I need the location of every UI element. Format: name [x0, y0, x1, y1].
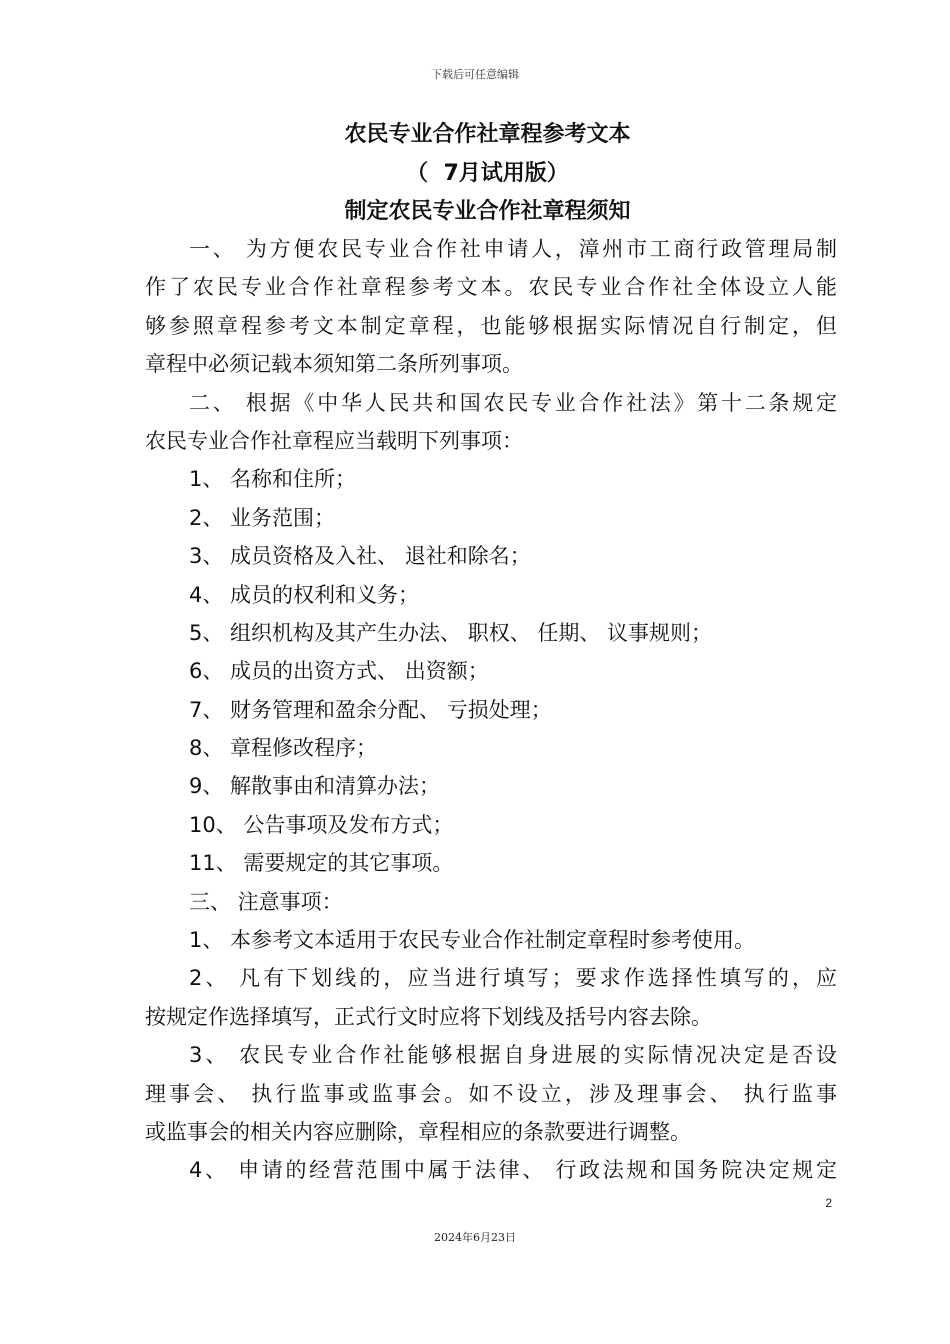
version-label: （ 7月试用版）	[406, 160, 569, 186]
list-item: 3、 成员资格及入社、 退社和除名；	[189, 544, 531, 569]
list-item: 9、 解散事由和清算办法；	[189, 774, 441, 799]
page-number: 2	[825, 1196, 832, 1210]
list-item: 10、 公告事项及发布方式；	[189, 812, 454, 837]
list-item: 7、 财务管理和盈余分配、 亏损处理；	[189, 697, 552, 722]
paragraph-line: 按规定作选择填写，正式行文时应将下划线及括号内容去除。	[145, 1004, 712, 1029]
section-heading: 三、 注意事项：	[189, 889, 343, 914]
list-item: 4、 成员的权利和义务；	[189, 582, 420, 607]
list-item: 1、 本参考文本适用于农民专业合作社制定章程时参考使用。	[189, 928, 756, 953]
list-item: 5、 组织机构及其产生办法、 职权、 任期、 议事规则；	[189, 620, 713, 645]
paragraph-line: 2、 凡有下划线的，应当进行填写；要求作选择性填写的，应	[189, 966, 837, 991]
body-text	[145, 230, 837, 1190]
paragraph-line: 农民专业合作社章程应当载明下列事项：	[145, 428, 523, 453]
list-item: 1、 名称和住所；	[189, 467, 357, 492]
document-title: 农民专业合作社章程参考文本	[344, 122, 631, 147]
paragraph-line: 够参照章程参考文本制定章程，也能够根据实际情况自行制定，但	[145, 313, 837, 338]
paragraph-line: 作了农民专业合作社章程参考文本。农民专业合作社全体设立人能	[145, 275, 837, 300]
list-item: 6、 成员的出资方式、 出资额；	[189, 659, 489, 684]
title-block	[0, 116, 950, 232]
list-item: 8、 章程修改程序；	[189, 736, 378, 761]
header-note: 下载后可任意编辑	[431, 68, 519, 81]
list-item: 2、 业务范围；	[189, 505, 336, 530]
list-item: 11、 需要规定的其它事项。	[189, 851, 454, 876]
notice-title: 制定农民专业合作社章程须知	[344, 199, 631, 224]
paragraph-line: 一、 为方便农民专业合作社申请人，漳州市工商行政管理局制	[189, 237, 837, 261]
paragraph-line: 4、 申请的经营范围中属于法律、 行政法规和国务院决定规定	[189, 1158, 837, 1183]
footer-date: 2024年6月23日	[434, 1231, 516, 1244]
paragraph-line: 理事会、 执行监事或监事会。如不设立，涉及理事会、 执行监事	[145, 1081, 837, 1106]
paragraph-line: 章程中必须记载本须知第二条所列事项。	[145, 352, 523, 377]
paragraph-line: 二、 根据《中华人民共和国农民专业合作社法》第十二条规定	[189, 390, 837, 415]
paragraph-line: 3、 农民专业合作社能够根据自身进展的实际情况决定是否设	[189, 1043, 837, 1068]
paragraph-line: 或监事会的相关内容应删除，章程相应的条款要进行调整。	[145, 1119, 691, 1144]
